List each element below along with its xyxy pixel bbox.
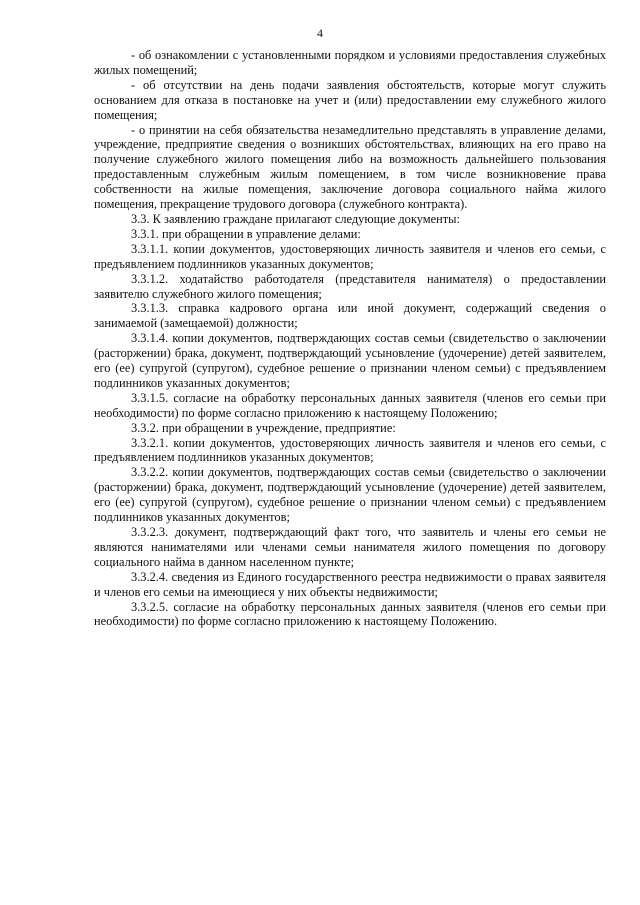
- paragraph-3-3-2-1: 3.3.2.1. копии документов, удостоверяющих личность заявителя и членов его семьи, с предъявлением подлинников указанных документов;: [94, 435, 606, 465]
- paragraph-3-3-2-5: 3.3.2.5. согласие на обработку персональных данных заявителя (членов его семьи при необходимости) по форме согласно приложению к настоящему Положению.: [94, 599, 606, 629]
- paragraph-3-3: 3.3. К заявлению граждане прилагают следующие документы:: [131, 211, 460, 226]
- paragraph-3-3-1-4: 3.3.1.4. копии документов, подтверждающих состав семьи (свидетельство о заключении (расторжении) брака, документ, подтверждающий усыновление (удочерение) детей заявителем, его (ее) супругой (супругом), судебное решение о признании членом семьи) с предъявлением подлинников указанных документов;: [94, 331, 606, 390]
- page-number: 4: [317, 26, 323, 40]
- paragraph-3-3-1-3: 3.3.1.3. справка кадрового органа или иной документ, содержащий сведения о занимаемой (замещаемой) должности;: [94, 301, 606, 331]
- paragraph-3-3-1-5: 3.3.1.5. согласие на обработку персональных данных заявителя (членов его семьи при необходимости) по форме согласно приложению к настоящему Положению;: [94, 390, 606, 420]
- document-body: [94, 48, 606, 629]
- paragraph-3-3-2: 3.3.2. при обращении в учреждение, предприятие:: [131, 420, 396, 435]
- paragraph-no-grounds-for-refusal: - об отсутствии на день подачи заявления обстоятельств, которые могут служить основанием для отказа в постановке на учет и (или) предоставлении ему служебного жилого помещения;: [94, 77, 606, 122]
- paragraph-3-3-1: 3.3.1. при обращении в управление делами:: [131, 226, 361, 241]
- paragraph-3-3-1-2: 3.3.1.2. ходатайство работодателя (представителя нанимателя) о предоставлении заявителю служебного жилого помещения;: [94, 271, 606, 301]
- paragraph-familiarization: - об ознакомлении с установленными порядком и условиями предоставления служебных жилых помещений;: [94, 48, 606, 77]
- paragraph-obligation: - о принятии на себя обязательства незамедлительно представлять в управление делами, учреждение, предприятие сведения о возникших обстоятельствах, влияющих на его право на получение служебного жилого помещения либо на возможность дальнейшего пользования предоставленным служебным жилым помещением, в том числе возникновение права собственности на жилые помещения, заключение договора социального найма жилого помещения, прекращение трудового договора (служебного контракта).: [94, 122, 606, 212]
- paragraph-3-3-2-4: 3.3.2.4. сведения из Единого государственного реестра недвижимости о правах заявителя и членов его семьи на имеющиеся у них объекты недвижимости;: [94, 569, 606, 599]
- paragraph-3-3-1-1: 3.3.1.1. копии документов, удостоверяющих личность заявителя и членов его семьи, с предъявлением подлинников указанных документов;: [94, 241, 606, 271]
- paragraph-3-3-2-3: 3.3.2.3. документ, подтверждающий факт того, что заявитель и члены его семьи не являются нанимателями или членами семьи нанимателя жилого помещения по договору социального найма в данном населенном пункте;: [94, 525, 606, 569]
- paragraph-3-3-2-2: 3.3.2.2. копии документов, подтверждающих состав семьи (свидетельство о заключении (расторжении) брака, документ, подтверждающий усыновление (удочерение) детей заявителем, его (ее) супругой (супругом), судебное решение о признании членом семьи) с предъявлением подлинников указанных документов;: [94, 465, 606, 525]
